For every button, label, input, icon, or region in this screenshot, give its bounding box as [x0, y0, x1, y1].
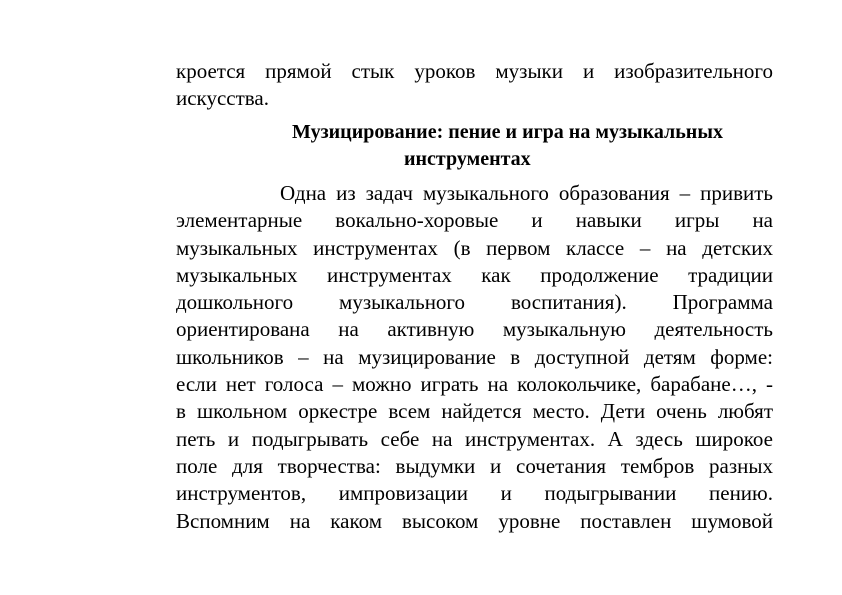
section-heading-line-1: Музицирование: пение и игра на музыкальных: [292, 121, 723, 143]
text-line: музыкальных инструментах как продолжение традиции: [176, 262, 773, 287]
section-heading-line-2: инструментах: [404, 148, 531, 170]
intro-text: [176, 58, 773, 113]
text-line: Вспомним на каком высоком уровне поставлен шумовой: [176, 508, 773, 533]
text-line: искусства.: [176, 86, 269, 111]
text-line: кроется прямой стык уроков музыки и изобразительного: [176, 59, 773, 83]
text-line: инструментов, импровизации и подыгрывании пению.: [176, 481, 773, 506]
text-line: в школьном оркестре всем найдется место. Дети очень любят: [176, 399, 773, 424]
text-line: школьников – на музицирование в доступной детям форме:: [176, 344, 773, 369]
text-line: элементарные вокально-хоровые и навыки игры на: [176, 208, 773, 233]
text-line: Одна из задач музыкального образования – привить: [280, 181, 773, 205]
body-paragraph: [176, 180, 773, 535]
text-line: петь и подыгрывать себе на инструментах. А здесь широкое: [176, 426, 773, 451]
text-line: музыкальных инструментах (в первом классе – на детских: [176, 235, 773, 260]
text-line: дошкольного музыкального воспитания). Программа: [176, 290, 773, 315]
text-line: поле для творчества: выдумки и сочетания тембров разных: [176, 453, 773, 478]
text-line: если нет голоса – можно играть на колокольчике, барабане…, -: [176, 372, 773, 397]
text-line: ориентирована на активную музыкальную деятельность: [176, 317, 773, 342]
